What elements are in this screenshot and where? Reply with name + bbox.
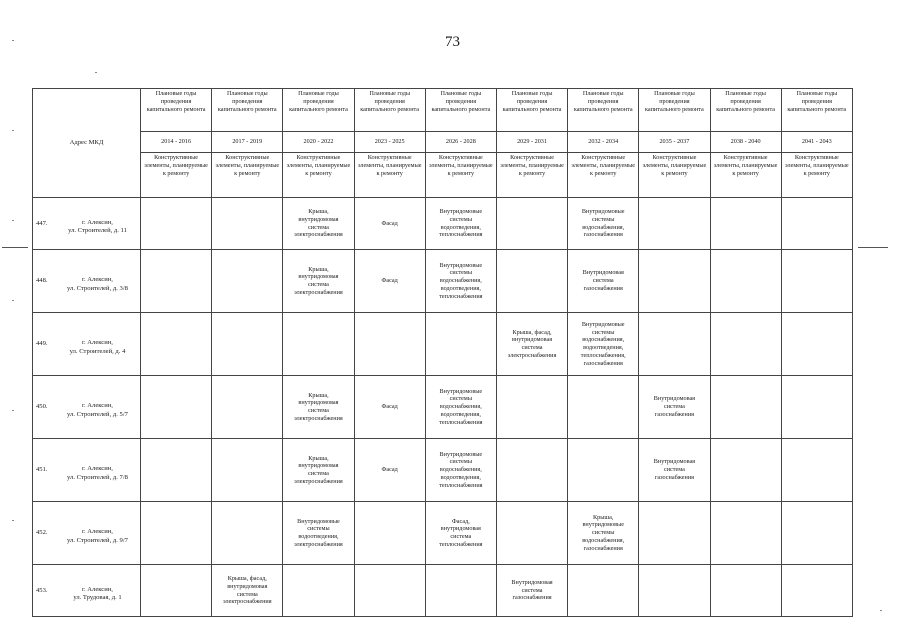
repair-cell [496, 250, 567, 313]
repair-cell: Внутридомовые системы водоснабжения, водоотведения, теплоснабжения [425, 439, 496, 502]
page-number: 73 [445, 34, 460, 50]
elements-header-row [33, 153, 853, 198]
address-header: Адрес МКД [33, 89, 141, 198]
repair-cell [781, 439, 852, 502]
period-row [33, 132, 853, 153]
repair-cell [141, 198, 212, 250]
repair-cell: Фасад [354, 376, 425, 439]
address-text: г. Алексин, ул. Строителей, д. 9/7 [67, 528, 128, 544]
repair-cell: Фасад, внутридомовая система теплоснабжения [425, 502, 496, 565]
repair-cell [710, 376, 781, 439]
repair-cell [639, 565, 710, 617]
repair-cell [212, 250, 283, 313]
elements-header: Конструктивные элементы, планируемые к ремонту [283, 153, 354, 198]
repair-cell [212, 198, 283, 250]
repair-cell [710, 198, 781, 250]
repair-cell: Внутридомовые системы водоснабжения, водоотведения, теплоснабжения [425, 376, 496, 439]
scan-mark [12, 130, 14, 131]
address-text: г. Алексин, ул. Строителей, д. 7/8 [67, 465, 128, 481]
period-header: 2029 - 2031 [496, 132, 567, 153]
repair-cell [639, 502, 710, 565]
plan-years-header: Плановые годы проведения капитального ремонта [354, 89, 425, 132]
repair-cell [141, 502, 212, 565]
period-header: 2038 - 2040 [710, 132, 781, 153]
repair-cell [568, 565, 639, 617]
repair-cell: Внутридомовые системы водоснабжения, водоотведения, теплоснабжения, газоснабжения [568, 313, 639, 376]
row-number: 450. [36, 402, 48, 410]
repair-cell: Фасад [354, 198, 425, 250]
table-row [33, 565, 853, 617]
row-number: 453. [36, 586, 48, 594]
repair-cell [639, 198, 710, 250]
repair-cell [781, 376, 852, 439]
repair-cell: Крыша, внутридомовая система электроснабжения [283, 250, 354, 313]
repair-cell: Внутридомовая система газоснабжения [639, 439, 710, 502]
repair-cell [781, 198, 852, 250]
repair-cell [781, 502, 852, 565]
repair-cell: Внутридомовая система газоснабжения [568, 250, 639, 313]
repair-cell [710, 250, 781, 313]
repair-cell [496, 439, 567, 502]
repair-cell [283, 313, 354, 376]
repair-cell: Крыша, фасад, внутридомовая система электроснабжения [212, 565, 283, 617]
address-cell [33, 439, 141, 502]
elements-header: Конструктивные элементы, планируемые к ремонту [639, 153, 710, 198]
scan-mark [12, 300, 14, 301]
scan-mark [12, 410, 14, 411]
repair-cell: Фасад [354, 439, 425, 502]
table-row [33, 502, 853, 565]
repair-cell [283, 565, 354, 617]
elements-header: Конструктивные элементы, планируемые к ремонту [354, 153, 425, 198]
repair-cell: Внутридомовые системы водоснабжения, газоснабжения [568, 198, 639, 250]
table-row [33, 439, 853, 502]
elements-header: Конструктивные элементы, планируемые к ремонту [212, 153, 283, 198]
table-row [33, 313, 853, 376]
repair-cell [496, 376, 567, 439]
repair-cell [781, 313, 852, 376]
plan-years-header: Плановые годы проведения капитального ремонта [212, 89, 283, 132]
row-number: 451. [36, 465, 48, 473]
address-text: г. Алексин, ул. Строителей, д. 4 [69, 339, 126, 355]
repair-cell: Внутридомовые системы водоснабжения, водоотведения, теплоснабжения [425, 250, 496, 313]
scan-mark [12, 520, 14, 521]
repair-cell [212, 502, 283, 565]
plan-years-header: Плановые годы проведения капитального ремонта [781, 89, 852, 132]
capital-repair-schedule-table [32, 88, 853, 617]
scan-mark [95, 72, 97, 73]
repair-cell: Крыша, внутридомовая система электроснабжения [283, 376, 354, 439]
address-cell [33, 502, 141, 565]
repair-cell [425, 565, 496, 617]
repair-cell: Фасад [354, 250, 425, 313]
repair-cell [639, 313, 710, 376]
period-header: 2023 - 2025 [354, 132, 425, 153]
period-header: 2020 - 2022 [283, 132, 354, 153]
address-cell [33, 565, 141, 617]
row-number: 448. [36, 276, 48, 284]
repair-cell [710, 565, 781, 617]
repair-cell [781, 250, 852, 313]
address-cell [33, 376, 141, 439]
scan-mark [880, 610, 882, 611]
repair-cell [568, 439, 639, 502]
row-number: 449. [36, 339, 48, 347]
table-row [33, 198, 853, 250]
repair-cell [568, 376, 639, 439]
row-number: 452. [36, 528, 48, 536]
repair-cell [710, 502, 781, 565]
scan-mark [858, 247, 888, 248]
repair-cell [781, 565, 852, 617]
repair-cell [425, 313, 496, 376]
elements-header: Конструктивные элементы, планируемые к ремонту [425, 153, 496, 198]
table-row [33, 376, 853, 439]
plan-years-header: Плановые годы проведения капитального ремонта [496, 89, 567, 132]
plan-years-header: Плановые годы проведения капитального ремонта [283, 89, 354, 132]
address-cell [33, 313, 141, 376]
elements-header: Конструктивные элементы, планируемые к ремонту [710, 153, 781, 198]
repair-cell [354, 565, 425, 617]
plan-header-row [33, 89, 853, 132]
row-number: 447. [36, 219, 48, 227]
repair-cell [212, 439, 283, 502]
repair-cell [639, 250, 710, 313]
plan-years-header: Плановые годы проведения капитального ремонта [425, 89, 496, 132]
period-header: 2017 - 2019 [212, 132, 283, 153]
address-cell [33, 198, 141, 250]
repair-cell [496, 502, 567, 565]
repair-cell [141, 376, 212, 439]
elements-header: Конструктивные элементы, планируемые к ремонту [568, 153, 639, 198]
address-text: г. Алексин, ул. Строителей, д. 3/8 [67, 276, 128, 292]
period-header: 2026 - 2028 [425, 132, 496, 153]
repair-cell: Внутридомовые системы водоотведения, электроснабжения [283, 502, 354, 565]
repair-cell: Крыша, внутридомовая система электроснабжения [283, 198, 354, 250]
plan-years-header: Плановые годы проведения капитального ремонта [568, 89, 639, 132]
repair-cell [141, 565, 212, 617]
scan-mark [12, 220, 14, 221]
elements-header: Конструктивные элементы, планируемые к ремонту [781, 153, 852, 198]
repair-cell [710, 439, 781, 502]
plan-years-header: Плановые годы проведения капитального ремонта [639, 89, 710, 132]
repair-cell [354, 502, 425, 565]
repair-cell: Внутридомовая система газоснабжения [639, 376, 710, 439]
repair-cell [141, 439, 212, 502]
period-header: 2041 - 2043 [781, 132, 852, 153]
repair-cell [141, 313, 212, 376]
repair-cell [710, 313, 781, 376]
repair-cell: Внутридомовые системы водоотведения, теплоснабжения [425, 198, 496, 250]
repair-cell: Внутридомовая система газоснабжения [496, 565, 567, 617]
plan-years-header: Плановые годы проведения капитального ремонта [710, 89, 781, 132]
repair-cell [496, 198, 567, 250]
repair-cell: Крыша, фасад, внутридомовая система электроснабжения [496, 313, 567, 376]
repair-cell: Крыша, внутридомовые системы водоснабжения, газоснабжения [568, 502, 639, 565]
address-cell [33, 250, 141, 313]
repair-cell [354, 313, 425, 376]
period-header: 2032 - 2034 [568, 132, 639, 153]
scan-mark [12, 40, 14, 41]
scan-mark [2, 247, 28, 248]
elements-header: Конструктивные элементы, планируемые к ремонту [496, 153, 567, 198]
period-header: 2014 - 2016 [141, 132, 212, 153]
repair-cell [212, 313, 283, 376]
elements-header: Конструктивные элементы, планируемые к ремонту [141, 153, 212, 198]
repair-cell [141, 250, 212, 313]
address-text: г. Алексин, ул. Трудовая, д. 1 [73, 585, 122, 602]
table-row [33, 250, 853, 313]
repair-cell [212, 376, 283, 439]
address-text: г. Алексин, ул. Строителей, д. 11 [68, 218, 127, 235]
repair-cell: Крыша, внутридомовая система электроснабжения [283, 439, 354, 502]
address-text: г. Алексин, ул. Строителей, д. 5/7 [67, 402, 128, 418]
plan-years-header: Плановые годы проведения капитального ремонта [141, 89, 212, 132]
period-header: 2035 - 2037 [639, 132, 710, 153]
